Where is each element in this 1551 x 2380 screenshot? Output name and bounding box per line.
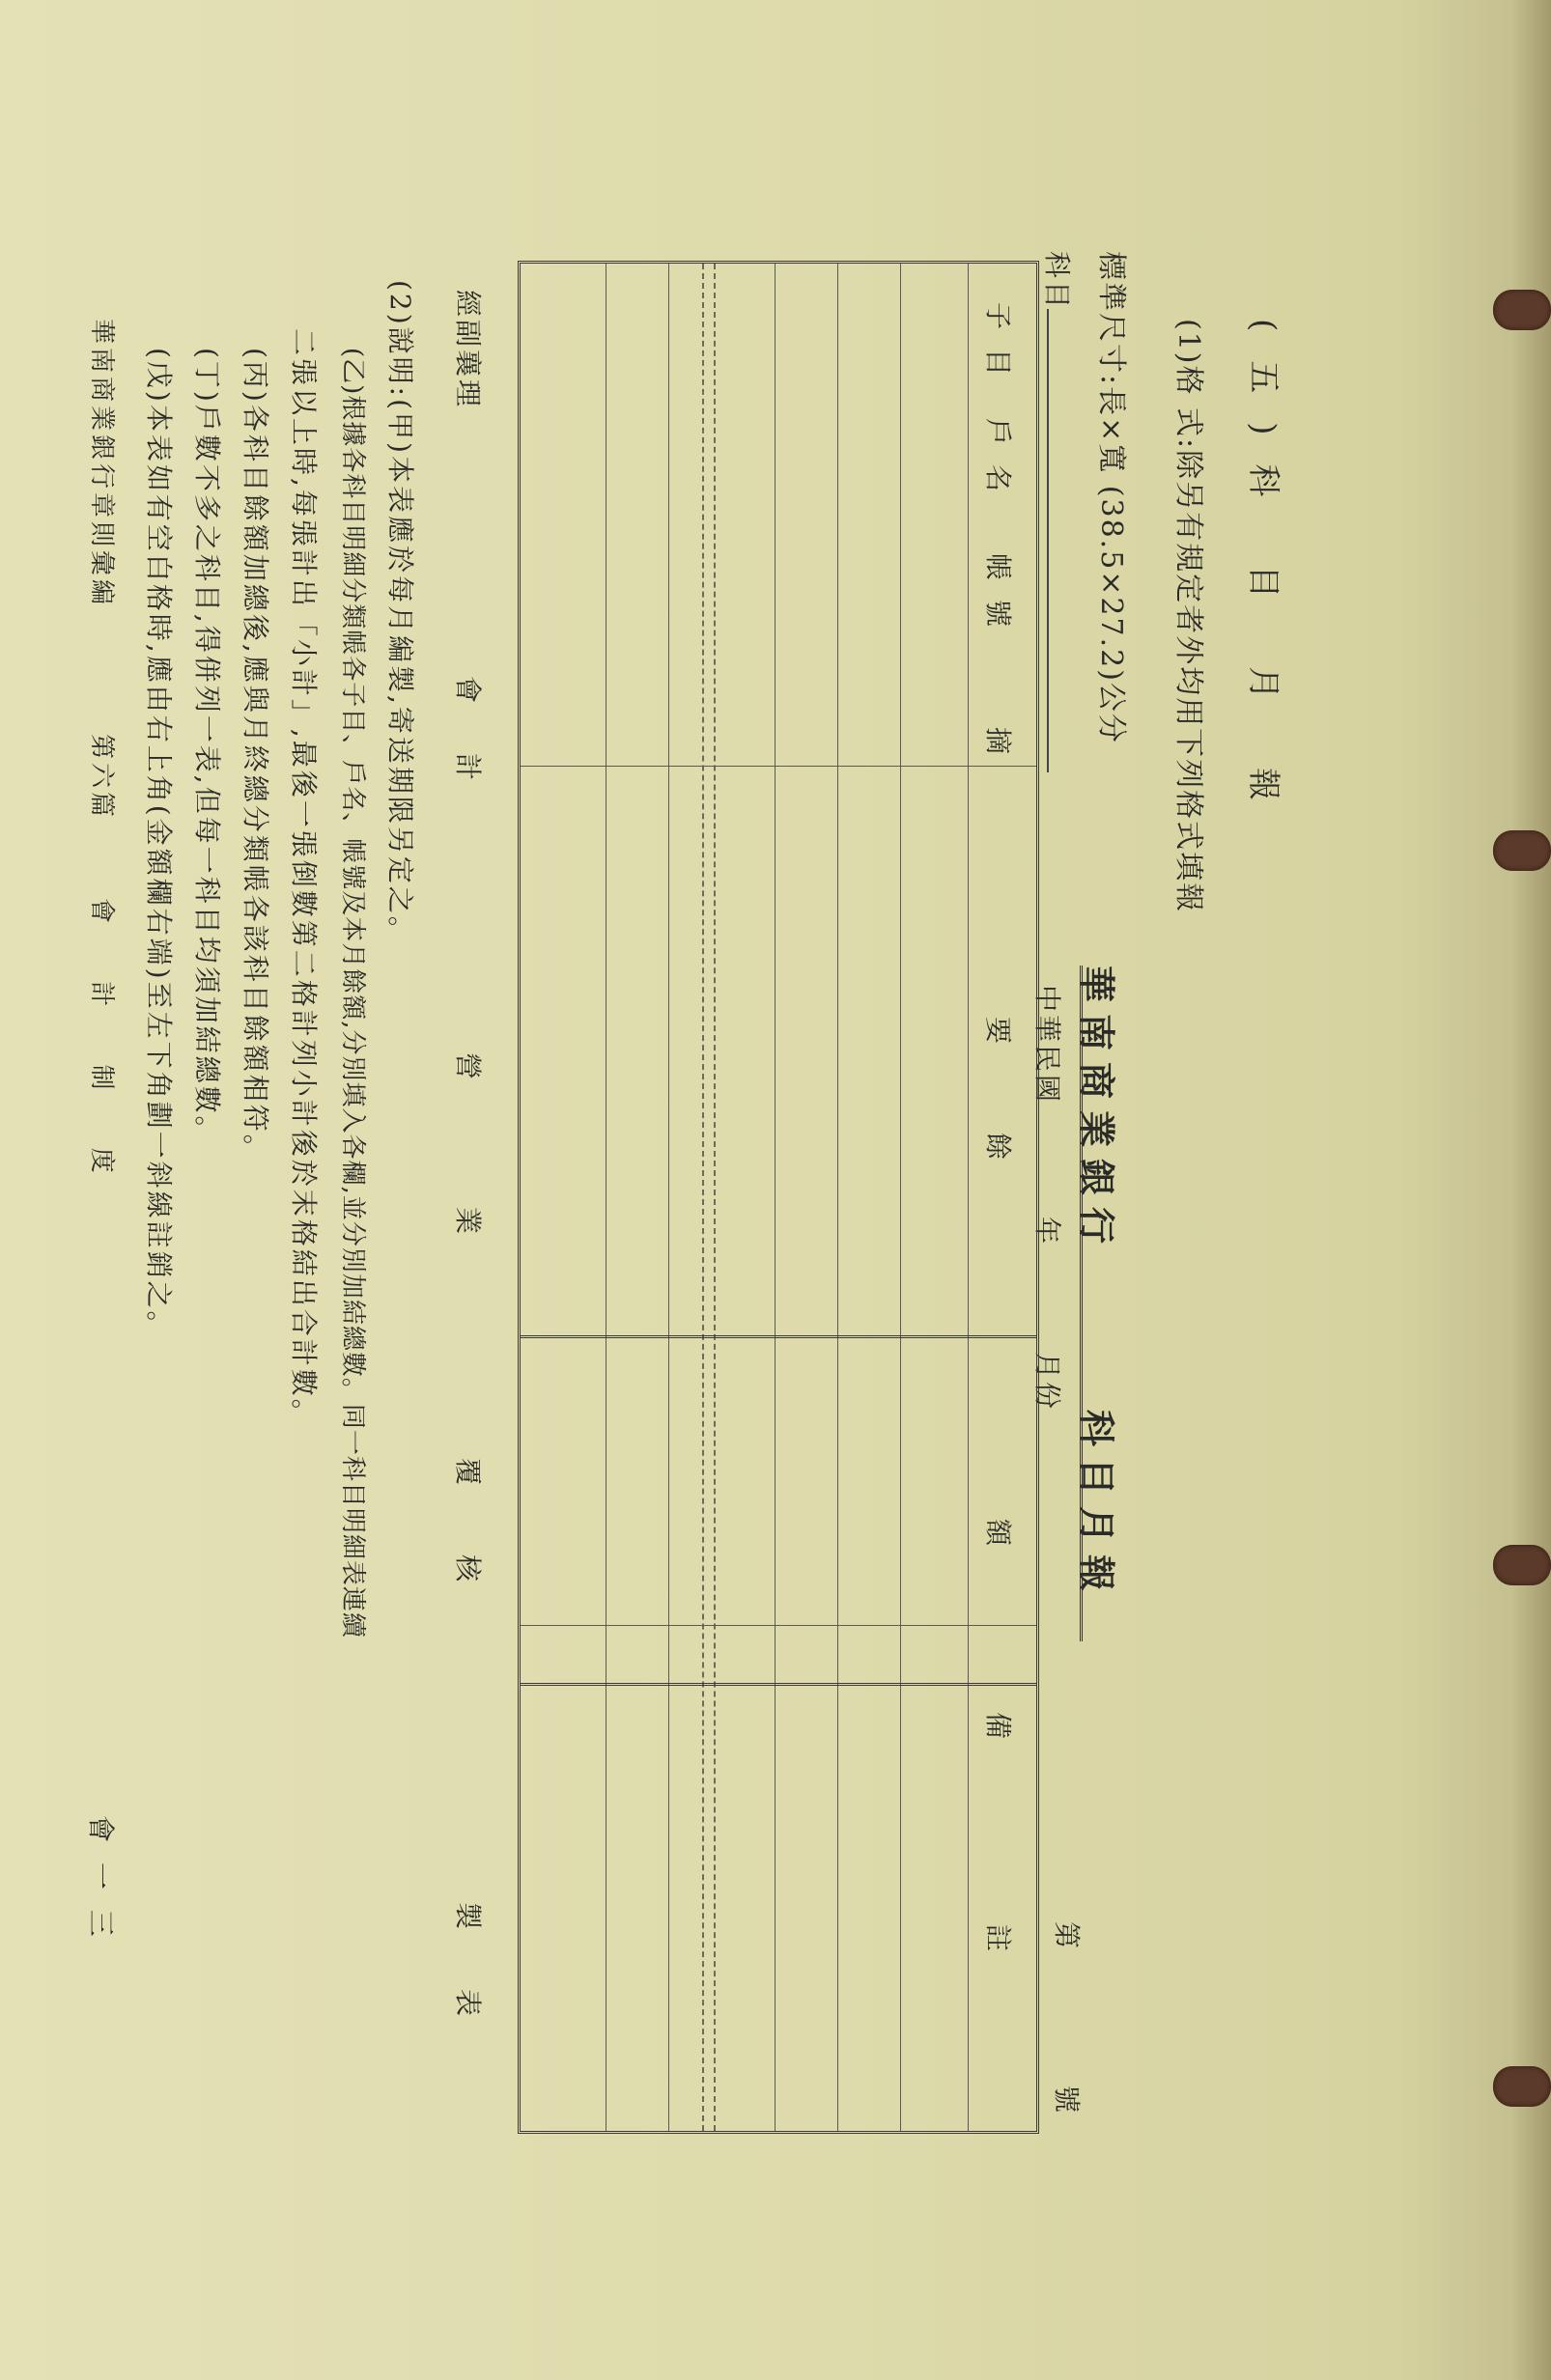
- signature-prepared: 製: [452, 1902, 484, 1933]
- note-line: (乙)根據各科目明細分類帳各子目、戶名、帳號及本月餘額,分別填入各欄,並分別加結總數。同一科目明細表連續: [338, 348, 367, 1638]
- column-header: 額: [982, 1519, 1014, 1566]
- signature-review: 核: [452, 1554, 484, 1585]
- number-suffix: 號: [1051, 2086, 1083, 2116]
- table-row: [968, 264, 969, 2131]
- note-line: (2)說明:(甲)本表應於每月編製,寄送期限另定之。: [384, 280, 416, 946]
- signature-manager: 經副襄理: [452, 290, 484, 410]
- account-underline: [1047, 309, 1049, 772]
- page-number: 會 一 三: [85, 1815, 117, 1943]
- column-header: 備: [982, 1712, 1014, 1759]
- size-line: 標準尺寸:長×寬 (38.5×27.2)公分: [1094, 251, 1128, 744]
- table-row: [837, 264, 838, 2131]
- date-era: 中華民國: [1031, 985, 1063, 1106]
- note-line: (丙)各科目餘額加總後,應與月終總分類帳各該科目餘額相符。: [240, 348, 271, 1164]
- table-row: [775, 264, 776, 2131]
- title-underline: [1080, 966, 1083, 1641]
- column-header: 戶名: [982, 418, 1014, 512]
- signature-business: 業: [452, 1207, 484, 1238]
- signature-accounting: 會: [452, 676, 484, 707]
- format-line: (1)格 式:除另有規定者外均用下列格式填報: [1171, 319, 1205, 914]
- column-divider: [521, 1625, 1036, 1626]
- monthly-report-form: [518, 261, 1039, 2134]
- date-month: 月份: [1031, 1352, 1063, 1413]
- column-header: 摘: [982, 727, 1014, 774]
- bank-name: 華南商業銀行: [1075, 966, 1118, 1256]
- signature-review: 覆: [452, 1458, 484, 1489]
- omission-break: [702, 264, 716, 2131]
- date-year: 年: [1031, 1217, 1063, 1247]
- table-row: [900, 264, 901, 2131]
- number-label: 第: [1051, 1921, 1083, 1952]
- note-line: (戊)本表如有空白格時,應由右上角(金額欄右端)至左下角劃一斜線註銷之。: [143, 348, 175, 1341]
- column-divider: [521, 1683, 1036, 1686]
- signature-accounting: 計: [452, 753, 484, 784]
- column-divider: [521, 1335, 1036, 1338]
- section-heading: (五)科 目 月 報: [1244, 319, 1283, 829]
- column-divider: [521, 766, 1036, 767]
- table-row: [668, 264, 669, 2131]
- chapter-number: 第六篇: [87, 734, 116, 822]
- column-header: 帳號: [982, 553, 1014, 647]
- note-line: 二張以上時,每張計出「小計」,最後一張倒數第二格計列小計後於末格結出合計數。: [288, 328, 320, 1429]
- chapter-title: 會 計 制 度: [87, 898, 116, 1198]
- column-header: 要: [982, 1017, 1014, 1064]
- book-title: 華南商業銀行章則彙編: [87, 319, 116, 609]
- report-title: 科目月報: [1075, 1410, 1118, 1604]
- column-header: 註: [982, 1924, 1014, 1972]
- account-label: 科目: [1041, 251, 1073, 312]
- signature-prepared: 表: [452, 1989, 484, 2020]
- column-header: 餘: [982, 1133, 1014, 1180]
- column-header: 子目: [982, 302, 1014, 396]
- signature-business: 營: [452, 1052, 484, 1083]
- note-line: (丁)戶數不多之科目,得併列一表,但每一科目均須加結總數。: [191, 348, 223, 1146]
